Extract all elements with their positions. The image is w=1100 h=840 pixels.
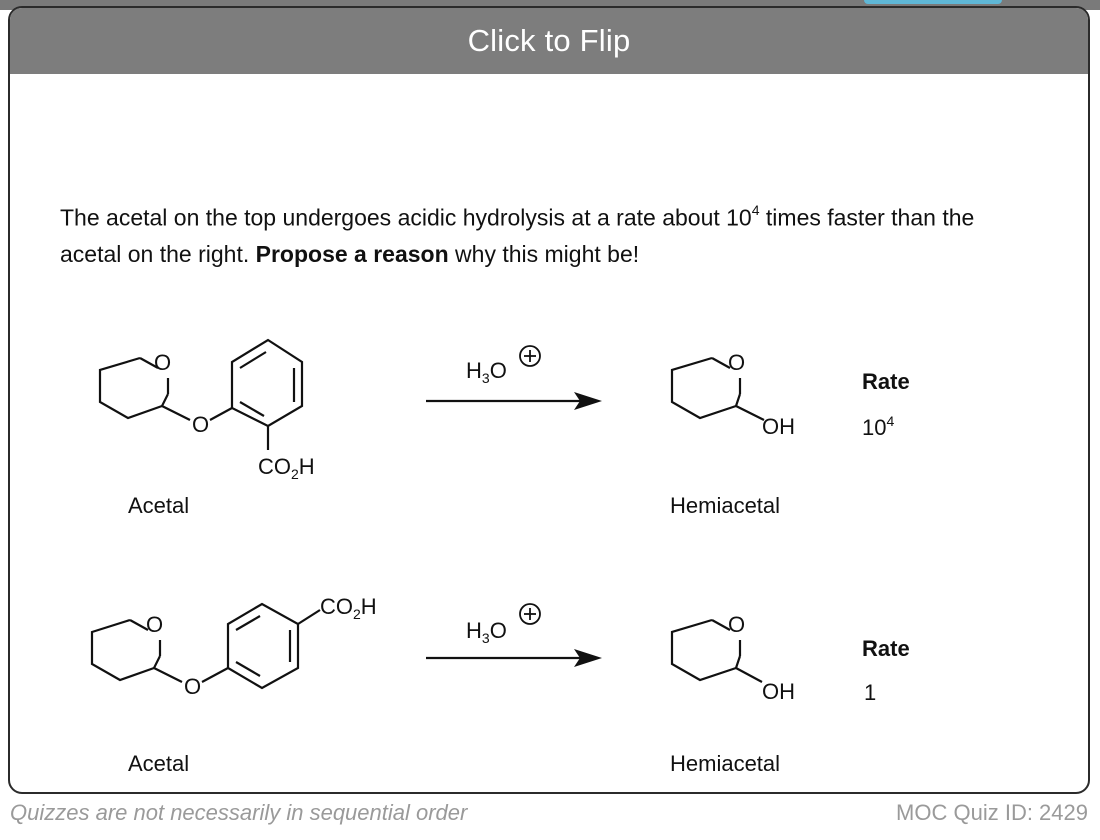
click-to-flip-label: Click to Flip [467,23,631,58]
benzene-para [228,604,320,688]
question-emphasis: Propose a reason [255,240,449,267]
ether-oxygen-2: O [184,674,202,699]
flashcard[interactable] [8,6,1090,794]
rate-value-1: $10^4$ [862,413,895,440]
product-label-1: Hemiacetal [670,493,781,518]
question-part-1: The acetal on the top undergoes acidic hydrolysis at a rate about 10 [60,204,752,231]
rate-heading-2: Rate [862,636,910,661]
thp-ring-product-2 [672,620,762,682]
ring-oxygen-p1: O [728,350,746,375]
reaction-1 [100,340,910,518]
ring-oxygen-1: O [154,350,172,375]
sequence-note: Quizzes are not necessarily in sequential order [10,800,468,825]
ring-oxygen-2: O [146,612,164,637]
carboxyl-group-2: $CO_2H$ [320,594,377,622]
rate-heading-1: Rate [862,369,910,394]
rate-value-2: 1 [864,680,877,705]
hydroxyl-group-2: OH [762,679,795,704]
top-tab-indicator [864,0,1002,4]
question-part-3: why this might be! [448,240,640,267]
benzene-ortho [232,340,302,450]
product-label-2: Hemiacetal [670,751,781,776]
question-exponent: 4 [751,202,760,218]
reaction-scheme [10,8,1090,794]
ring-oxygen-p2: O [728,612,746,637]
reaction-2 [92,594,910,776]
hydroxyl-group-1: OH [762,414,795,439]
ether-oxygen-1: O [192,412,210,437]
reagent-2: $H_3O$ [466,618,507,646]
question-part-2: times faster than the acetal on the right. [60,204,975,267]
reactant-label-2: Acetal [128,751,190,776]
reagent-1: $H_3O$ [466,358,507,386]
quiz-id: MOC Quiz ID: 2429 [896,800,1088,825]
carboxyl-group-1: $CO_2H$ [258,454,315,482]
reactant-label-1: Acetal [128,493,190,518]
thp-ring-product-1 [672,358,764,420]
